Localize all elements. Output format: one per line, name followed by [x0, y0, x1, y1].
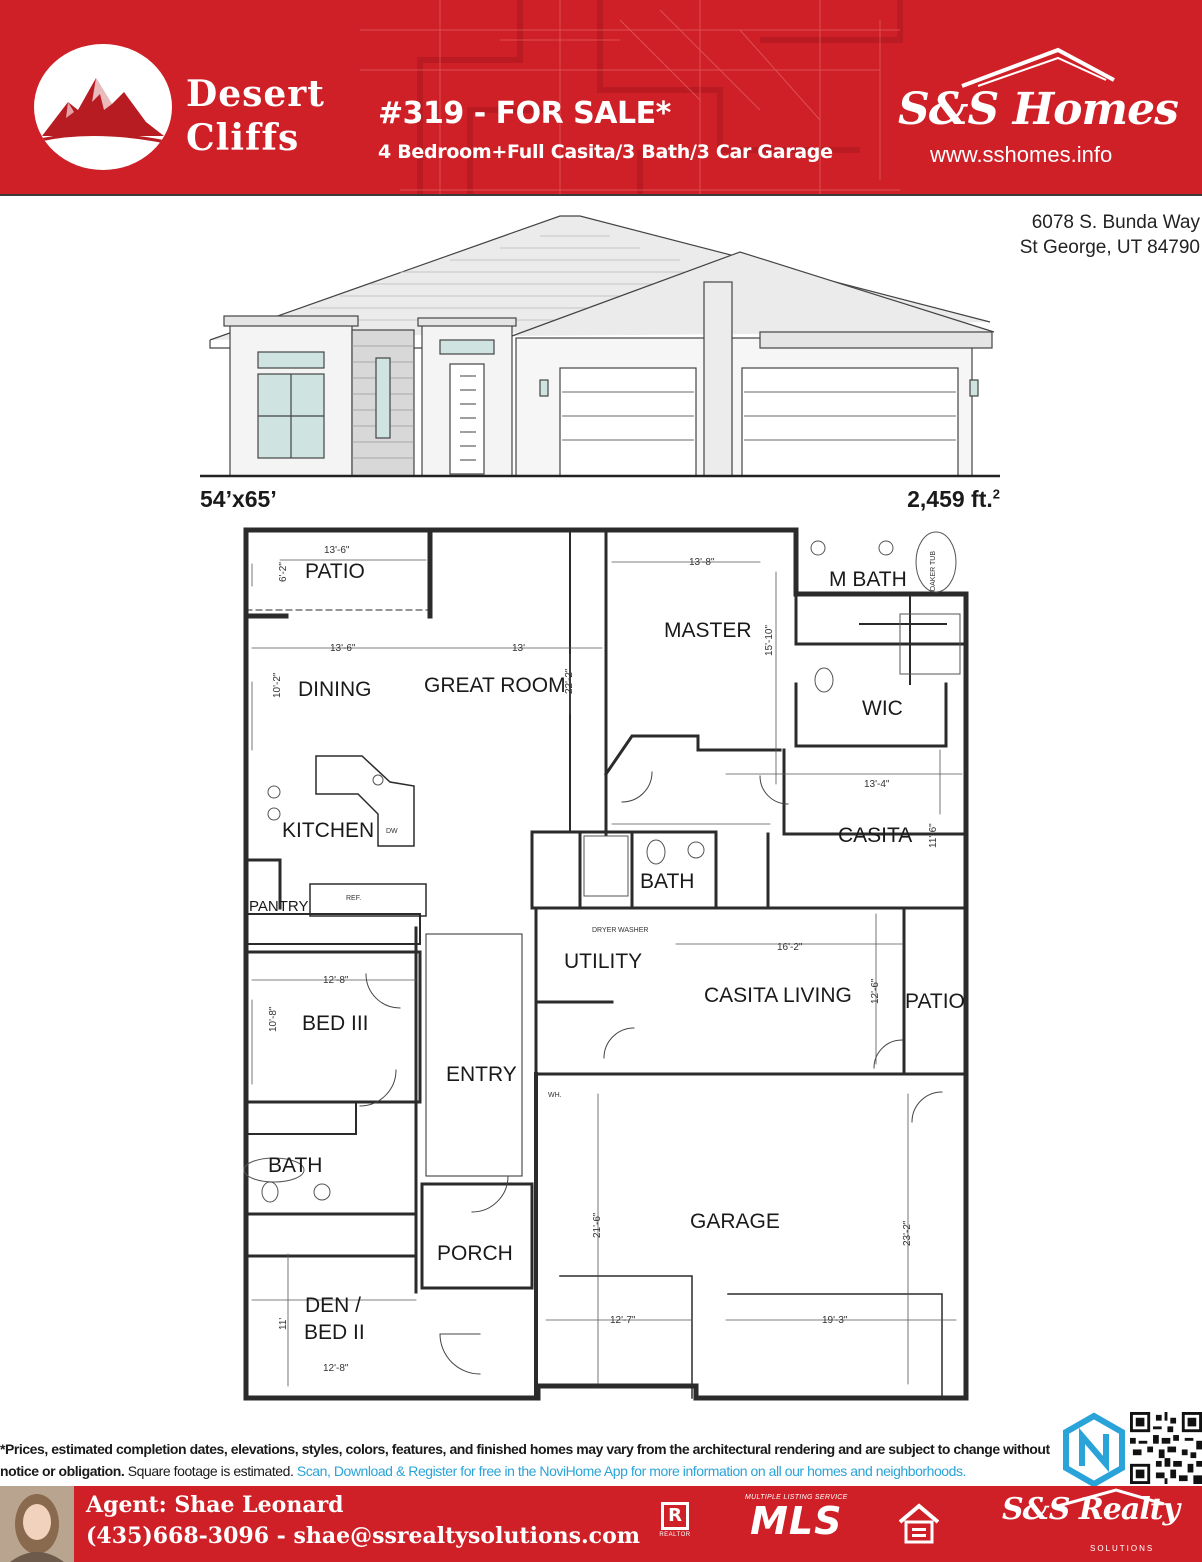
- agent-name: Agent: Shae Leonard: [86, 1492, 344, 1518]
- square-footage-unit: 2: [992, 486, 1000, 502]
- mountain-icon: [34, 44, 172, 170]
- disclaimer-plain: Square footage is estimated.: [127, 1463, 294, 1479]
- dim-bed3-width: 12'-8": [323, 975, 349, 986]
- dim-casita-width: 13'-4": [864, 779, 890, 790]
- mls-logo: [745, 1494, 848, 1541]
- room-label-wic: WIC: [862, 697, 903, 720]
- fixture-soaker-tub: SOAKER TUB: [930, 551, 937, 596]
- room-label-utility: UTILITY: [564, 950, 643, 973]
- mls-caption: MULTIPLE LISTING SERVICE: [745, 1494, 848, 1501]
- den-line-2: BED II: [304, 1321, 365, 1344]
- room-label-great-room: GREAT ROOM: [424, 674, 566, 697]
- dim-master-depth: 15'-10": [764, 624, 775, 656]
- dim-master-width: 13'-8": [689, 557, 715, 568]
- room-label-garage: GARAGE: [690, 1210, 780, 1233]
- city-state-zip: St George, UT 84790: [1019, 237, 1200, 258]
- fixture-washer: WASHER: [618, 927, 649, 934]
- ss-realty-logo: S&S Realty: [1002, 1492, 1180, 1527]
- dim-den-width: 12'-8": [323, 1363, 349, 1374]
- room-label-porch: PORCH: [437, 1242, 513, 1265]
- dim-casita-depth: 11'-6": [928, 823, 939, 848]
- agent-footer: [0, 1486, 1202, 1562]
- square-footage: [907, 486, 1000, 513]
- realtor-mark: R: [661, 1502, 689, 1530]
- room-label-patio-side: PATIO: [905, 990, 965, 1013]
- room-label-den: [304, 1292, 365, 1346]
- dim-casita-living-depth: 12'-6": [870, 978, 881, 1004]
- fixture-ref: REF.: [346, 895, 362, 902]
- builder-website[interactable]: www.sshomes.info: [930, 142, 1113, 167]
- room-label-pantry: PANTRY: [249, 898, 309, 915]
- room-label-bath-hall: BATH: [268, 1154, 323, 1177]
- ss-realty-sub: SOLUTIONS: [1090, 1544, 1155, 1553]
- dim-patio-depth: 6'-2": [278, 562, 289, 582]
- room-label-bath-casita: BATH: [640, 870, 695, 893]
- room-label-bed-iii: BED III: [302, 1012, 369, 1035]
- qr-code-icon[interactable]: [1130, 1412, 1202, 1484]
- fixture-dryer: DRYER: [592, 927, 617, 934]
- novihome-app-icon[interactable]: [1060, 1412, 1128, 1488]
- dim-bed3-depth: 10'-8": [268, 1006, 279, 1032]
- desert-cliffs-wordmark: [186, 72, 325, 160]
- dim-casita-living-width: 16'-2": [777, 942, 803, 953]
- agent-contact[interactable]: (435)668-3096 - shae@ssrealtysolutions.com: [86, 1523, 641, 1549]
- room-label-entry: ENTRY: [446, 1063, 517, 1086]
- disclaimer-bold: *Prices, estimated completion dates, elevations, styles, colors, features, and finished homes may vary from the architectural rendering and are subject to change without notice or obligation.: [0, 1441, 1050, 1479]
- realtor-logo: [658, 1502, 692, 1548]
- realtor-caption: REALTOR: [659, 1532, 691, 1538]
- brand-line-1: Desert: [186, 73, 325, 115]
- property-address: [1020, 210, 1200, 260]
- agent-portrait-icon: [0, 1486, 74, 1562]
- listing-subtitle: 4 Bedroom+Full Casita/3 Bath/3 Car Garage: [378, 141, 833, 163]
- den-line-1: DEN /: [304, 1294, 361, 1317]
- lot-dimensions: 54’x65’: [200, 486, 277, 512]
- agent-photo: [0, 1486, 74, 1562]
- dim-garage-width-2: 19'-3": [822, 1315, 848, 1326]
- room-label-master-bath: M BATH: [829, 568, 907, 591]
- dim-dining-depth: 10'-2": [272, 672, 283, 698]
- dim-garage-depth-2: 23'-2": [902, 1220, 913, 1246]
- disclaimer-app-link[interactable]: Scan, Download & Register for free in the NoviHome App for more information on all our homes and neighborhoods.: [296, 1463, 966, 1479]
- room-label-dining: DINING: [298, 678, 372, 701]
- fixture-water-heater: WH.: [548, 1092, 562, 1099]
- street-address: 6078 S. Bunda Way: [1031, 212, 1200, 233]
- dim-great-depth: 22'-2": [564, 668, 575, 694]
- legal-disclaimer: [0, 1438, 1060, 1482]
- desert-cliffs-logo: [34, 44, 172, 170]
- dim-garage-width-1: 12'-7": [610, 1315, 636, 1326]
- ss-homes-logo: S&S Homes: [898, 84, 1178, 135]
- dim-great-width: 13': [512, 643, 526, 654]
- room-label-master: MASTER: [664, 619, 752, 642]
- room-label-casita-living: CASITA LIVING: [704, 984, 852, 1007]
- square-footage-value: 2,459 ft.: [907, 486, 993, 512]
- fixture-dw: DW: [386, 828, 398, 835]
- listing-title: #319 - FOR SALE*: [378, 96, 671, 131]
- dim-patio-width: 13'-6": [324, 545, 350, 556]
- brand-line-2: Cliffs: [186, 117, 300, 159]
- dim-dining-width: 13'-6": [330, 643, 356, 654]
- equal-housing-icon: [896, 1500, 942, 1550]
- front-elevation-drawing: [200, 212, 1000, 482]
- room-label-casita: CASITA: [838, 824, 913, 847]
- header-banner: [0, 0, 1202, 196]
- dim-garage-depth-1: 21'-6": [592, 1212, 603, 1238]
- dim-den-depth: 11': [278, 1317, 289, 1330]
- room-label-patio-rear: PATIO: [305, 560, 365, 583]
- mls-wordmark: MLS: [750, 1499, 843, 1543]
- room-label-kitchen: KITCHEN: [282, 819, 375, 842]
